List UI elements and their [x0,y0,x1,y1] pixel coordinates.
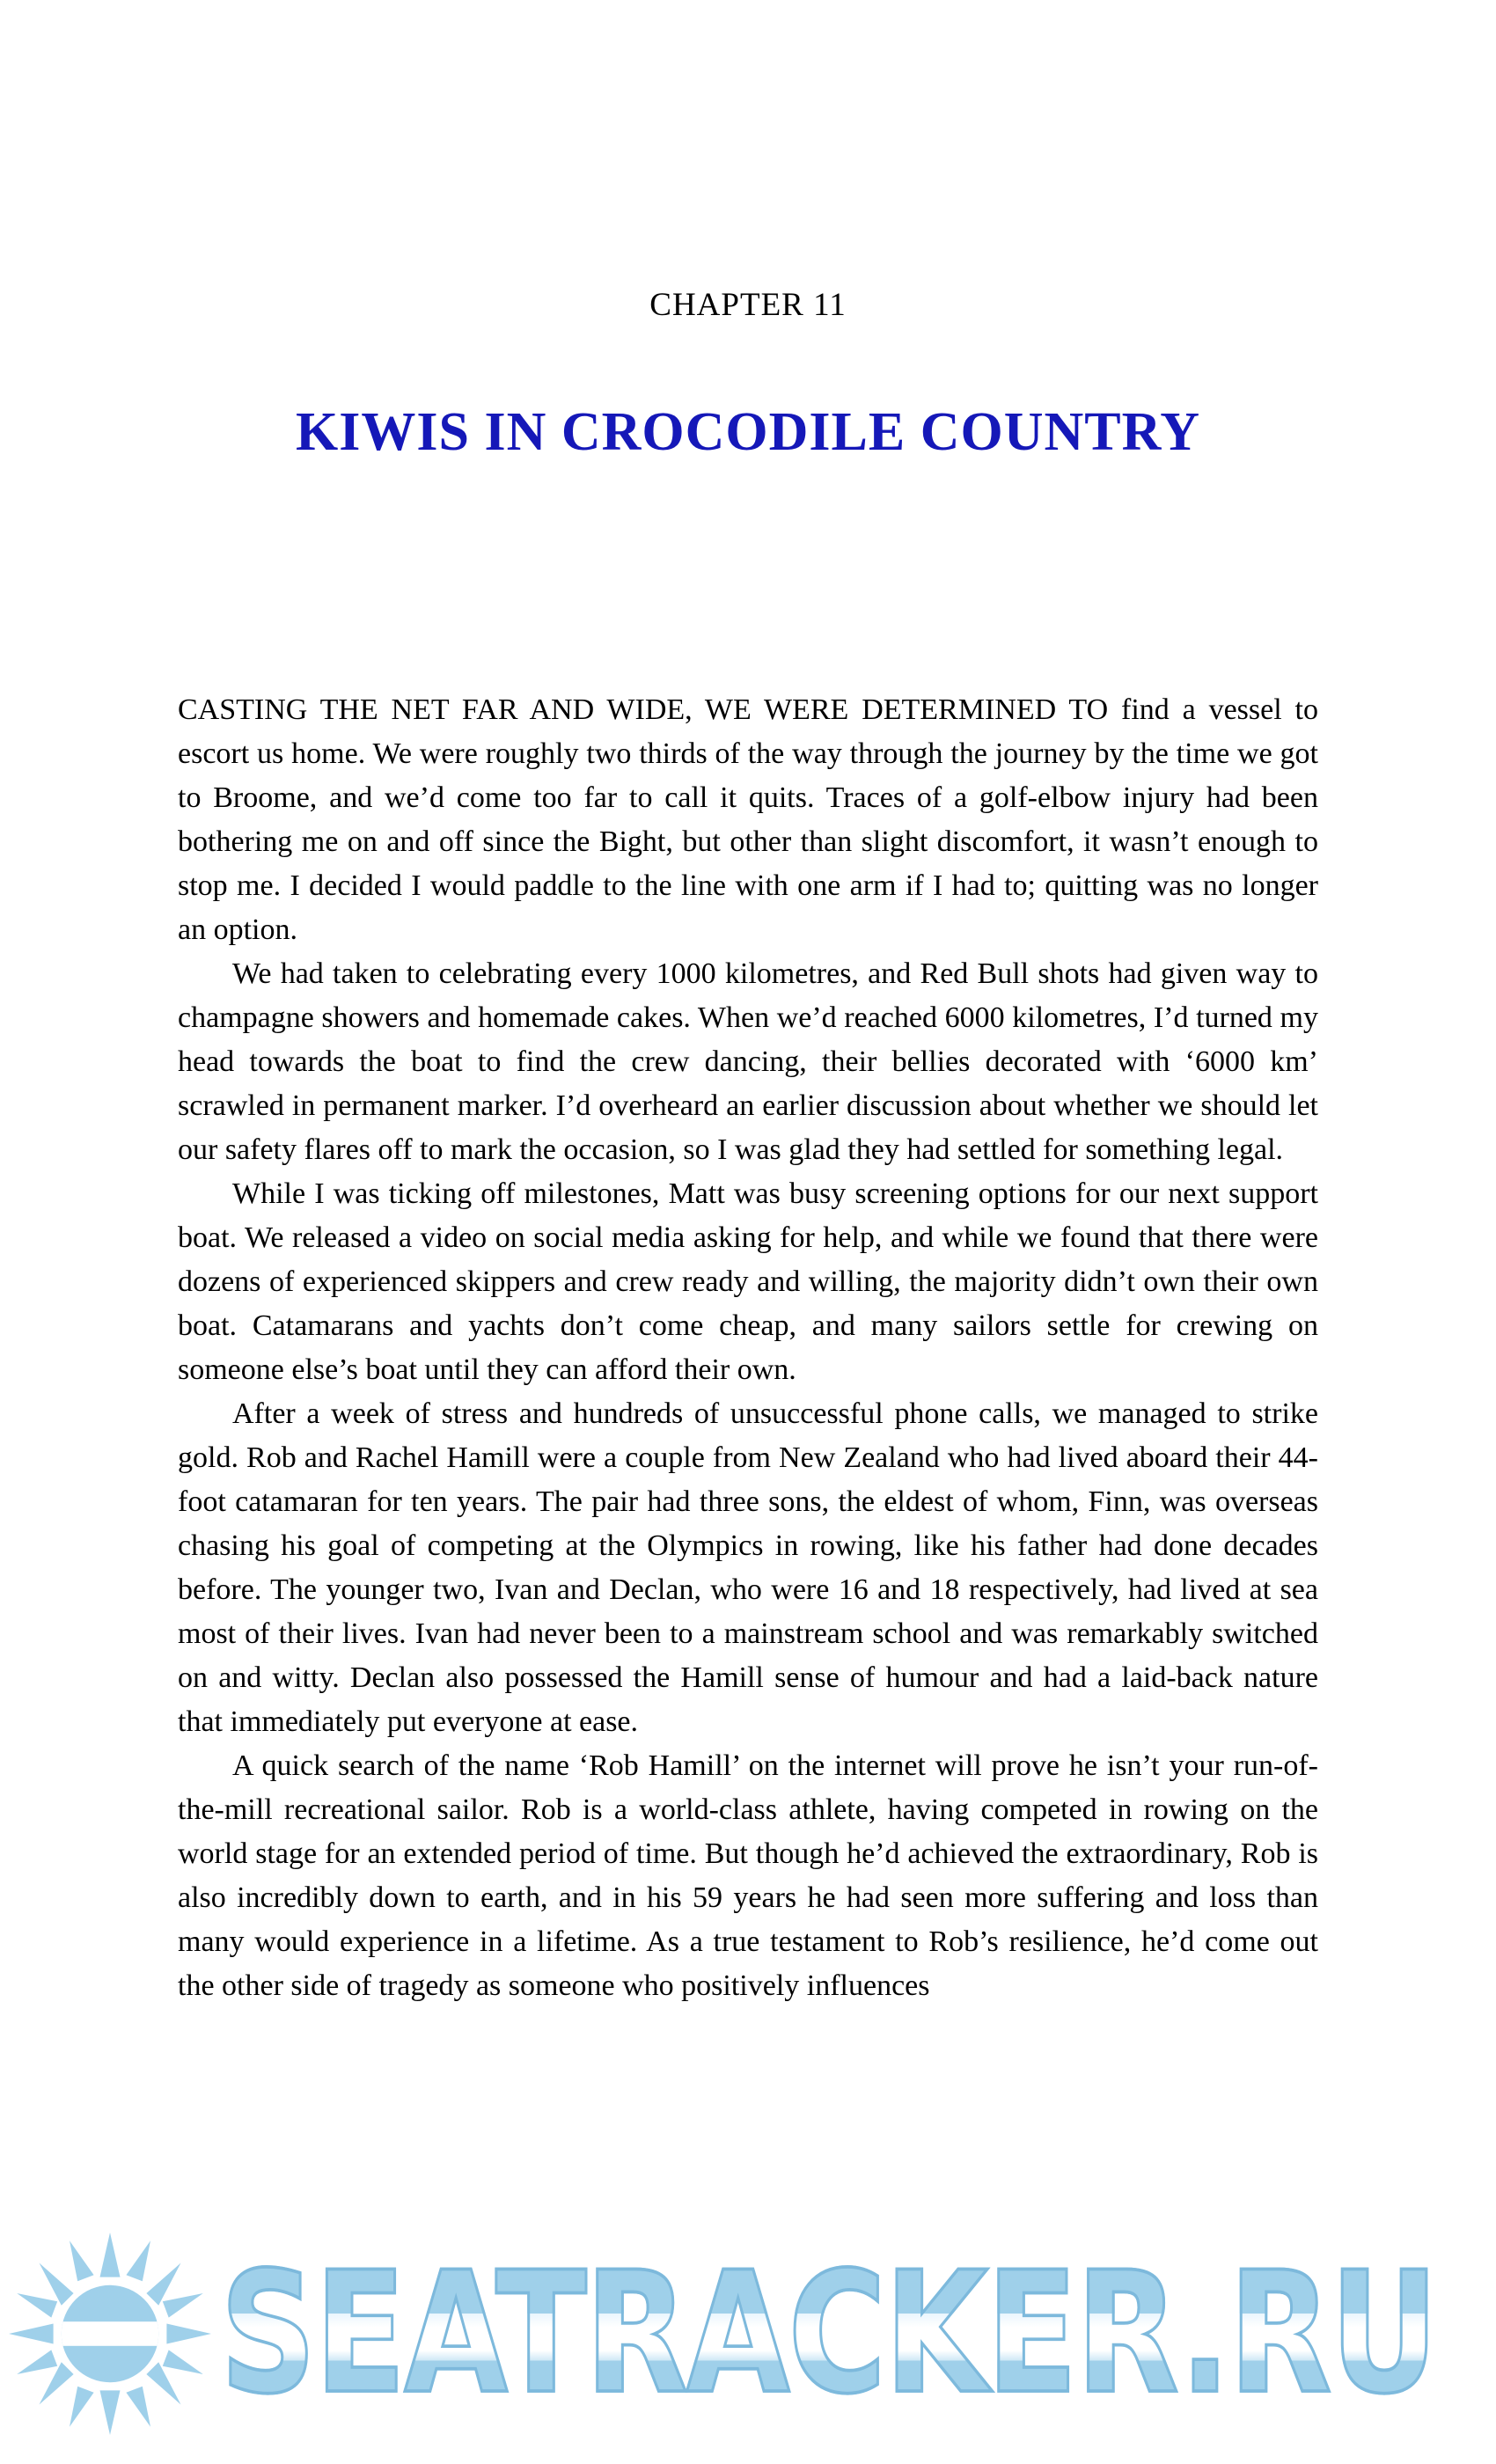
paragraph-2: We had taken to celebrating every 1000 kilometres, and Red Bull shots had given way to champagne showers and homemade cakes. When we’d reached 6000 kilometres, I’d turned my head towards the boat to find the crew dancing, their bellies decorated with ‘6000 km’ scrawled in permanent marker. I’d overheard an earlier discussion about whether we should let our safety flares off to mark the occasion, so I was glad they had settled for something legal. [178,957,1318,1166]
sun-icon [0,2228,220,2439]
watermark-text: SEATRACKER.RU [220,2250,1496,2417]
watermark [0,2228,1496,2439]
paragraph-5: A quick search of the name ‘Rob Hamill’ on the internet will prove he isn’t your run-of-the-mill recreational sailor. Rob is a world-class athlete, having competed in rowing on the world stage for an extended period of time. But though he’d achieved the extraordinary, Rob is also incredibly down to earth, and in his 59 years he had seen more suffering and loss than many would experience in a lifetime. As a true testament to Rob’s resilience, he’d come out the other side of tragedy as someone who positively influences [178,1749,1318,2002]
chapter-title: KIWIS IN CROCODILE COUNTRY [295,402,1201,462]
chapter-label: CHAPTER 11 [649,287,847,323]
paragraph-3: While I was ticking off milestones, Matt was busy screening options for our next support boat. We released a video on social media asking for help, and while we found that there were dozens of experienced skippers and crew ready and willing, the majority didn’t own their own boat. Catamarans and yachts don’t come cheap, and many sailors settle for crewing on someone else’s boat until they can afford their own. [178,1177,1318,1386]
paragraph-1: CASTING THE NET FAR AND WIDE, WE WERE DETERMINED TO find a vessel to escort us home. We were roughly two thirds of the way through the journey by the time we got to Broome, and we’d come too far to call it quits. Traces of a golf-elbow injury had been bothering me on and off since the Bight, but other than slight discomfort, it wasn’t enough to stop me. I decided I would paddle to the line with one arm if I had to; quitting was no longer an option. [178,693,1318,946]
paragraph-4: After a week of stress and hundreds of unsuccessful phone calls, we managed to strike gold. Rob and Rachel Hamill were a couple from New Zealand who had lived aboard their 44-foot catamaran for ten years. The pair had three sons, the eldest of whom, Finn, was overseas chasing his goal of competing at the Olympics in rowing, like his father had done decades before. The younger two, Ivan and Declan, who were 16 and 18 respectively, had lived at sea most of their lives. Ivan had never been to a mainstream school and was remarkably switched on and witty. Declan also possessed the Hamill sense of humour and had a laid-back nature that immediately put everyone at ease. [178,1397,1318,1738]
body-text [178,688,1318,2008]
page-content [0,286,1496,2008]
